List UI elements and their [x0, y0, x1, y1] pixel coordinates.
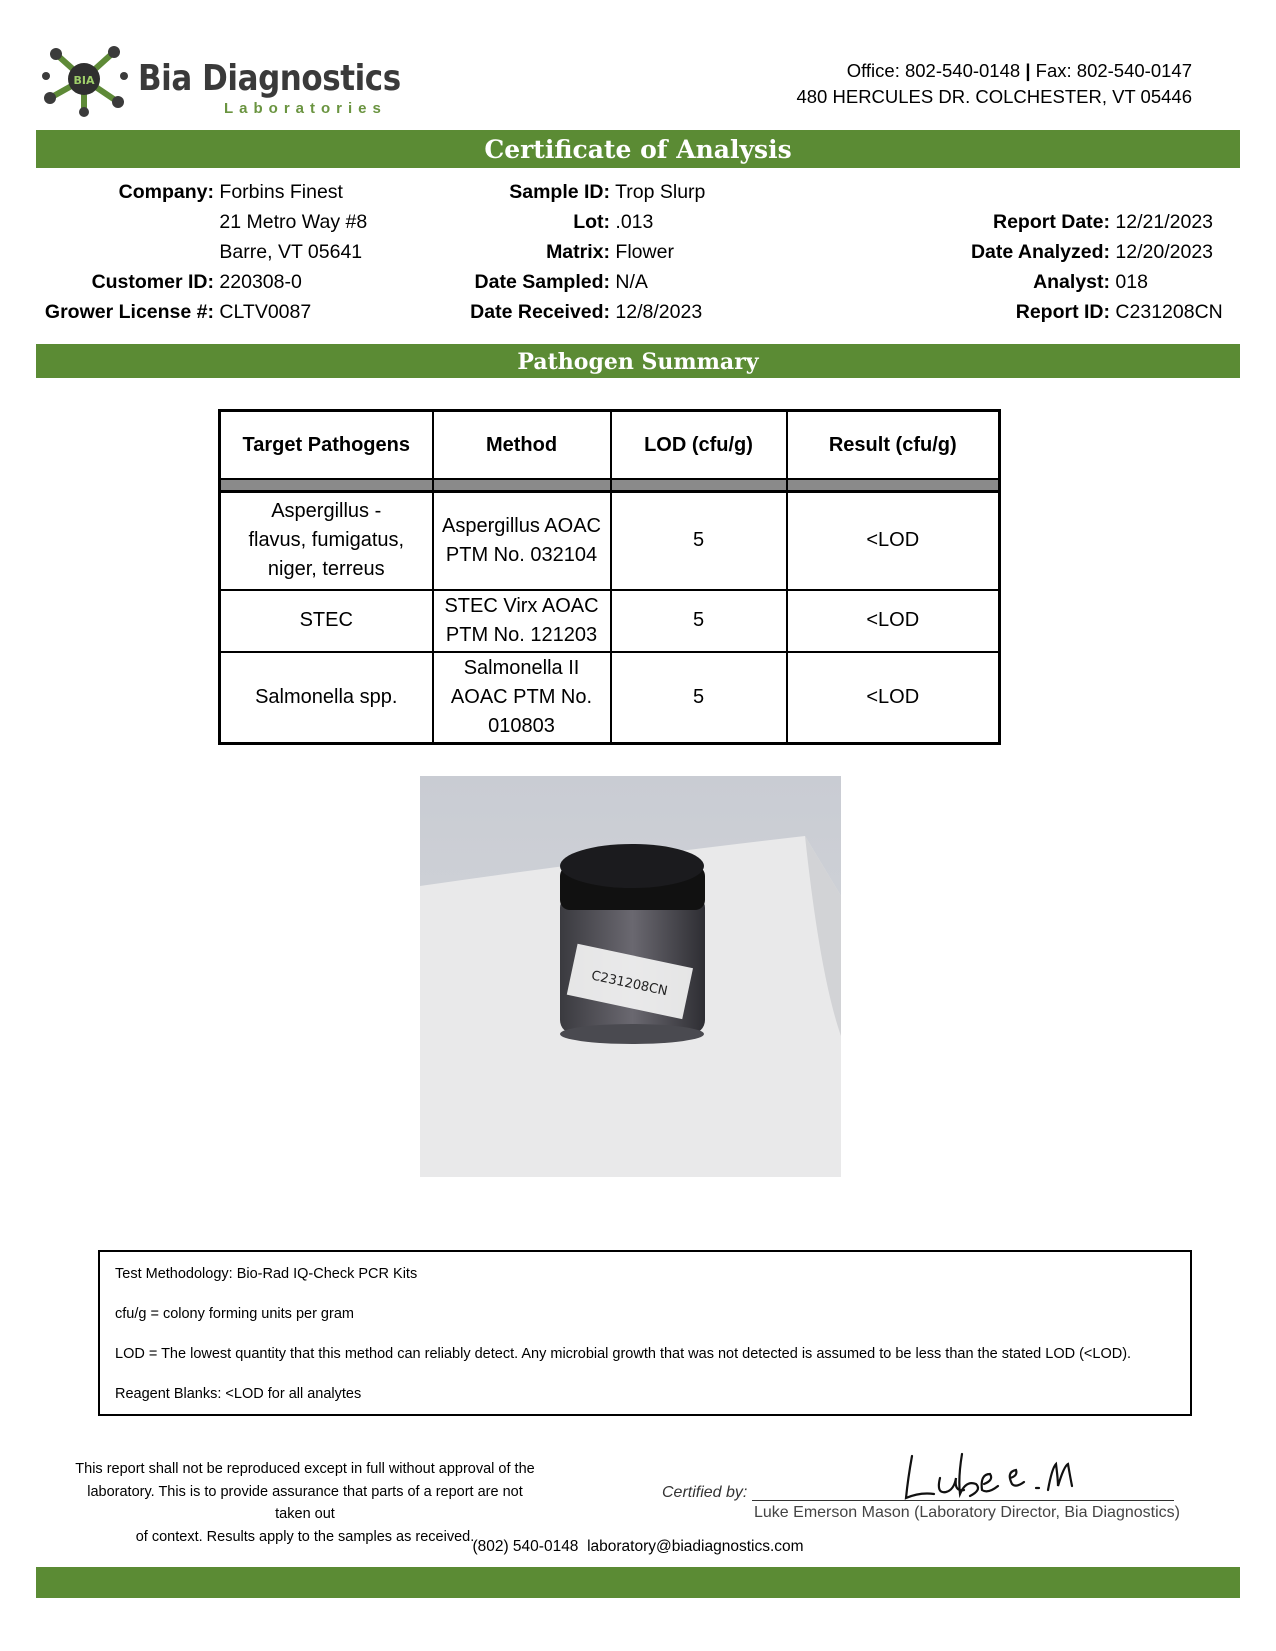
report-info: [930, 207, 1223, 327]
matrix-label: Matrix:: [546, 241, 610, 263]
certified-by-label: Certified by:: [662, 1484, 748, 1501]
date-sampled-value: N/A: [615, 271, 648, 293]
signer-name: Luke Emerson Mason (Laboratory Director, Bia Diagnostics): [754, 1504, 1180, 1521]
report-id-value: C231208CN: [1115, 301, 1223, 323]
company-value: Forbins Finest: [219, 181, 343, 203]
footer-email[interactable]: laboratory@biadiagnostics.com: [587, 1538, 804, 1555]
notes-box: [98, 1250, 1192, 1416]
footer-contact: [0, 1538, 1276, 1556]
result-cell: <LOD: [787, 590, 1000, 652]
jar-label: C231208CN: [589, 968, 669, 1000]
header-result: Result (cfu/g): [787, 411, 1000, 480]
address-line-1: 21 Metro Way #8: [219, 211, 368, 233]
date-received-value: 12/8/2023: [615, 301, 703, 323]
grower-license-value: CLTV0087: [219, 301, 312, 323]
company-logo: [34, 40, 401, 118]
result-cell: <LOD: [787, 492, 1000, 590]
lot-label: Lot:: [573, 211, 610, 233]
lab-address: 480 HERCULES DR. COLCHESTER, VT 05446: [796, 86, 1192, 107]
separator: |: [1025, 60, 1031, 81]
date-received-label: Date Received:: [470, 301, 610, 323]
company-label: Company:: [118, 181, 214, 203]
logo-subtitle: Laboratories: [224, 100, 387, 117]
result-cell: <LOD: [787, 652, 1000, 744]
table-row: [220, 492, 1000, 590]
date-analyzed-value: 12/20/2023: [1115, 241, 1214, 263]
method-cell: Salmonella II AOAC PTM No. 010803: [433, 652, 611, 744]
client-info: [40, 177, 367, 327]
table-row: [220, 652, 1000, 744]
sample-photo: [420, 776, 841, 1177]
target-cell: STEC: [220, 590, 433, 652]
certificate-title: Certificate of Analysis: [36, 130, 1240, 168]
analyst-value: 018: [1115, 271, 1148, 293]
footer-phone: (802) 540-0148: [472, 1538, 579, 1555]
header-separator: [220, 479, 1000, 492]
contact-info: [796, 58, 1192, 110]
date-sampled-label: Date Sampled:: [474, 271, 610, 293]
table-header-row: [220, 411, 1000, 480]
pathogen-summary-title: Pathogen Summary: [36, 344, 1240, 378]
footer-bar: [36, 1567, 1240, 1598]
lot-value: .013: [615, 211, 654, 233]
header-lod: LOD (cfu/g): [611, 411, 787, 480]
sample-info: [430, 177, 705, 327]
lod-cell: 5: [611, 492, 787, 590]
logo-badge-text: BIA: [73, 74, 95, 87]
molecule-logo-icon: [34, 40, 134, 118]
analyst-label: Analyst:: [1033, 271, 1110, 293]
report-date-label: Report Date:: [992, 211, 1110, 233]
table-row: [220, 590, 1000, 652]
blanks-note: Reagent Blanks: <LOD for all analytes: [115, 1386, 362, 1402]
pathogen-table: [218, 409, 1001, 745]
office-phone: Office: 802-540-0148: [846, 60, 1021, 81]
customer-id-label: Customer ID:: [91, 271, 214, 293]
lod-cell: 5: [611, 590, 787, 652]
lod-cell: 5: [611, 652, 787, 744]
customer-id-value: 220308-0: [219, 271, 302, 293]
matrix-value: Flower: [615, 241, 674, 263]
fax-number: Fax: 802-540-0147: [1035, 60, 1192, 81]
header-target: Target Pathogens: [220, 411, 433, 480]
disclaimer: This report shall not be reproduced except in full without approval of the laboratory. This is to provide assurance that parts of a report are not taken out of context. Results apply to the samples as received.: [75, 1461, 535, 1545]
report-id-label: Report ID:: [1015, 301, 1110, 323]
logo-name: Bia Diagnostics: [138, 58, 401, 99]
target-cell: Aspergillus - flavus, fumigatus, niger, terreus: [220, 492, 433, 590]
sample-id-value: Trop Slurp: [615, 181, 706, 203]
cfu-note: cfu/g = colony forming units per gram: [115, 1306, 354, 1322]
address-line-2: Barre, VT 05641: [219, 241, 363, 263]
signature-image: [900, 1448, 1080, 1504]
date-analyzed-label: Date Analyzed:: [970, 241, 1110, 263]
method-cell: Aspergillus AOAC PTM No. 032104: [433, 492, 611, 590]
method-cell: STEC Virx AOAC PTM No. 121203: [433, 590, 611, 652]
sample-id-label: Sample ID:: [509, 181, 610, 203]
grower-license-label: Grower License #:: [44, 301, 214, 323]
lod-note: LOD = The lowest quantity that this method can reliably detect. Any microbial growth that was not detected is assumed to be less than the stated LOD (<LOD).: [115, 1346, 1132, 1362]
target-cell: Salmonella spp.: [220, 652, 433, 744]
report-date-value: 12/21/2023: [1115, 211, 1214, 233]
methodology-note: Test Methodology: Bio-Rad IQ-Check PCR Kits: [115, 1266, 418, 1282]
header-method: Method: [433, 411, 611, 480]
signature-line: [752, 1500, 1174, 1501]
